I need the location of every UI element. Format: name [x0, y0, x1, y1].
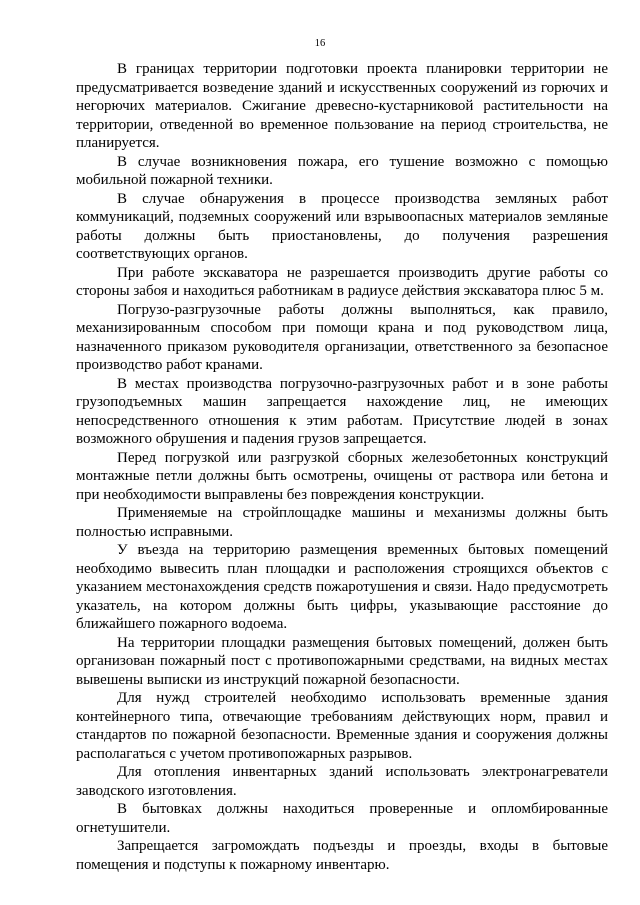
- paragraph: Для отопления инвентарных зданий использовать электронагреватели заводского изготовления.: [76, 764, 608, 799]
- paragraph: В случае возникновения пожара, его тушение возможно с помощью мобильной пожарной техники.: [76, 153, 608, 188]
- paragraph: В бытовках должны находиться проверенные и опломбированные огнетушители.: [76, 801, 608, 836]
- paragraph: У въезда на территорию размещения временных бытовых помещений необходимо вывесить план площадки и расположения строящихся объектов с указанием местонахождения средств пожаротушения и связи. Надо предусмотреть указатель, на котором должны быть цифры, указывающие расстояние до ближайшего пожарного водоема.: [76, 542, 608, 632]
- document-body: [76, 60, 608, 874]
- paragraph: Запрещается загромождать подъезды и проезды, входы в бытовые помещения и подступы к пожарному инвентарю.: [76, 838, 608, 873]
- paragraph: На территории площадки размещения бытовых помещений, должен быть организован пожарный пост с противопожарными средствами, на видных местах вывешены выписки из инструкций пожарной безопасности.: [76, 634, 608, 688]
- paragraph: При работе экскаватора не разрешается производить другие работы со стороны забоя и находиться работникам в радиусе действия экскаватора плюс 5 м.: [76, 264, 608, 299]
- page-number: 16: [314, 38, 326, 49]
- paragraph: Применяемые на стройплощадке машины и механизмы должны быть полностью исправными.: [76, 505, 608, 540]
- paragraph: Погрузо-разгрузочные работы должны выполняться, как правило, механизированным способом при помощи крана и под руководством лица, назначенного приказом руководителя организации, ответственного за безопасное производство работ кранами.: [76, 301, 608, 373]
- paragraph: Перед погрузкой или разгрузкой сборных железобетонных конструкций монтажные петли должны быть осмотрены, очищены от раствора или бетона и при необходимости выправлены без повреждения конструкции.: [76, 449, 608, 503]
- paragraph: В случае обнаружения в процессе производства земляных работ коммуникаций, подземных сооружений или взрывоопасных материалов земляные работы должны быть приостановлены, до получения разрешения соответствующих органов.: [76, 190, 608, 262]
- paragraph: Для нужд строителей необходимо использовать временные здания контейнерного типа, отвечающие требованиям действующих норм, правил и стандартов по пожарной безопасности. Временные здания и сооружения должны располагаться с учетом противопожарных разрывов.: [76, 690, 608, 762]
- paragraph: В местах производства погрузочно-разгрузочных работ и в зоне работы грузоподъемных машин запрещается нахождение лиц, не имеющих непосредственного отношения к этим работам. Присутствие людей в зонах возможного обрушения и падения грузов запрещается.: [76, 375, 608, 447]
- paragraph: В границах территории подготовки проекта планировки территории не предусматривается возведение зданий и искусственных сооружений из горючих и негорючих материалов. Сжигание древесно-кустарниковой растительности на территории, отведенной во временное пользование на период строительства, не планируется.: [76, 61, 608, 151]
